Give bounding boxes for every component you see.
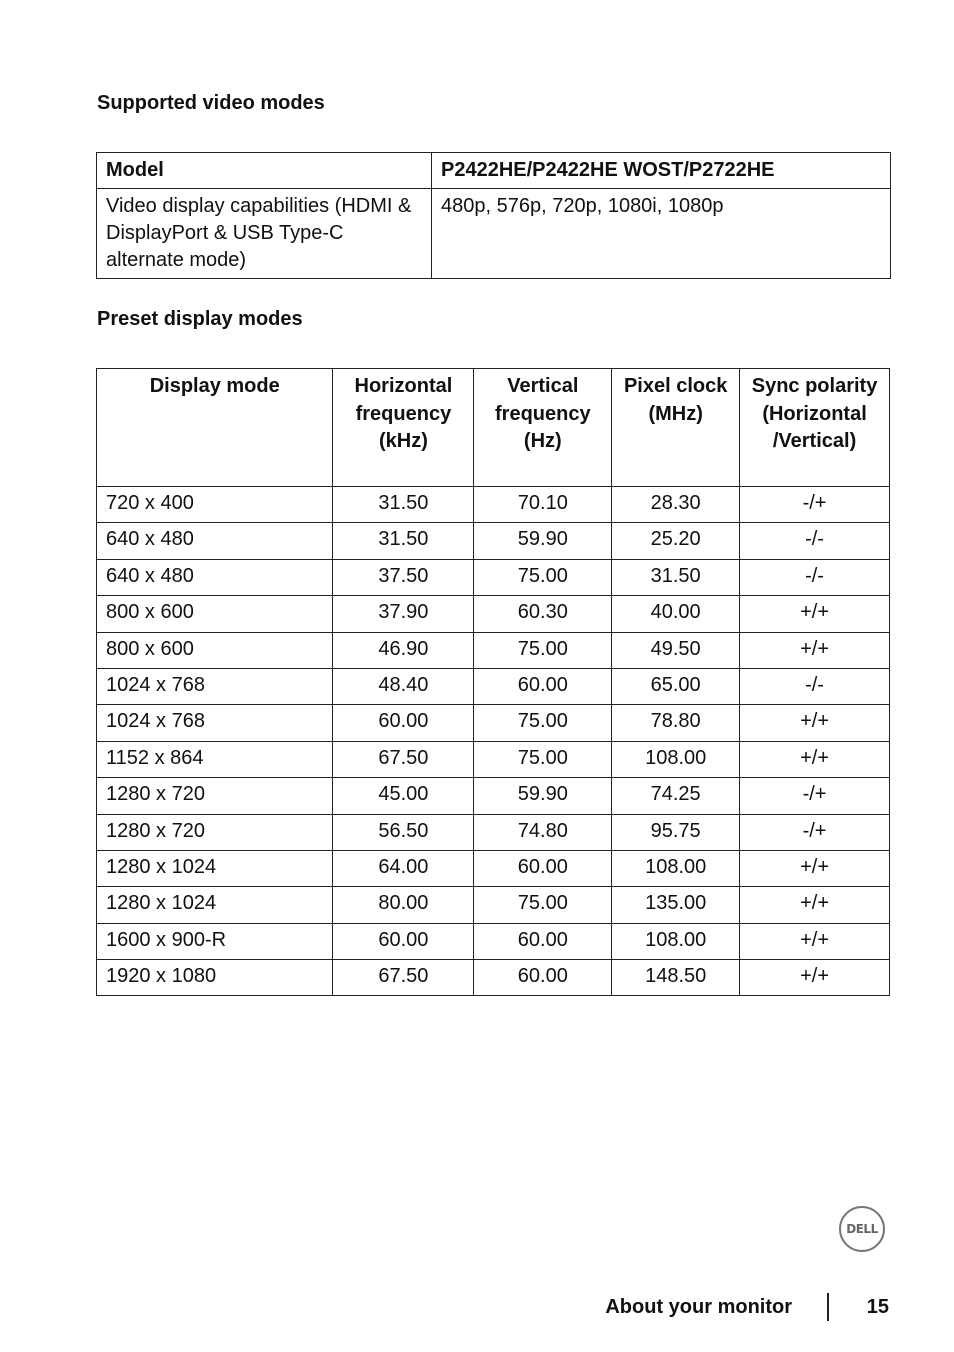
table-row: [97, 741, 890, 777]
vertical-frequency-cell: 75.00: [474, 559, 612, 595]
horizontal-frequency-cell: 60.00: [333, 923, 474, 959]
table-row: [97, 923, 890, 959]
column-header-vertical-frequency: Vertical frequency (Hz): [474, 369, 612, 487]
sync-polarity-cell: +/+: [740, 705, 890, 741]
supported-video-modes-heading: Supported video modes: [97, 92, 325, 114]
table-row: [97, 668, 890, 704]
display-mode-cell: 1920 x 1080: [97, 960, 333, 996]
video-capabilities-value: 480p, 576p, 720p, 1080i, 1080p: [432, 189, 891, 279]
sync-polarity-cell: +/+: [740, 887, 890, 923]
pixel-clock-cell: 49.50: [612, 632, 740, 668]
pixel-clock-cell: 108.00: [612, 741, 740, 777]
supported-video-modes-table: [96, 152, 891, 279]
table-row: [97, 814, 890, 850]
display-mode-cell: 1280 x 720: [97, 814, 333, 850]
horizontal-frequency-cell: 31.50: [333, 523, 474, 559]
sync-polarity-cell: -/-: [740, 559, 890, 595]
vertical-frequency-cell: 60.30: [474, 596, 612, 632]
model-value-header: P2422HE/P2422HE WOST/P2722HE: [432, 153, 891, 189]
horizontal-frequency-cell: 67.50: [333, 741, 474, 777]
sync-polarity-cell: -/-: [740, 668, 890, 704]
vertical-frequency-cell: 60.00: [474, 960, 612, 996]
vertical-frequency-cell: 75.00: [474, 741, 612, 777]
horizontal-frequency-cell: 46.90: [333, 632, 474, 668]
table-row: [97, 487, 890, 523]
pixel-clock-cell: 148.50: [612, 960, 740, 996]
table-row: [97, 850, 890, 886]
pixel-clock-cell: 31.50: [612, 559, 740, 595]
footer-divider: [827, 1293, 829, 1321]
table-row: [97, 189, 891, 279]
sync-polarity-cell: +/+: [740, 850, 890, 886]
vertical-frequency-cell: 60.00: [474, 850, 612, 886]
dell-logo-text: DELL: [846, 1222, 878, 1236]
sync-polarity-cell: +/+: [740, 923, 890, 959]
display-mode-cell: 1280 x 1024: [97, 887, 333, 923]
table-row: [97, 596, 890, 632]
display-mode-cell: 1280 x 1024: [97, 850, 333, 886]
table-row: [97, 632, 890, 668]
preset-table-body: [97, 487, 890, 996]
pixel-clock-cell: 28.30: [612, 487, 740, 523]
display-mode-cell: 800 x 600: [97, 632, 333, 668]
pixel-clock-cell: 108.00: [612, 850, 740, 886]
table-row: [97, 778, 890, 814]
vertical-frequency-cell: 70.10: [474, 487, 612, 523]
horizontal-frequency-cell: 60.00: [333, 705, 474, 741]
pixel-clock-cell: 135.00: [612, 887, 740, 923]
footer-section-title: About your monitor: [605, 1296, 792, 1318]
sync-polarity-cell: +/+: [740, 596, 890, 632]
display-mode-cell: 640 x 480: [97, 559, 333, 595]
sync-polarity-cell: -/+: [740, 778, 890, 814]
pixel-clock-cell: 74.25: [612, 778, 740, 814]
table-row: [97, 705, 890, 741]
preset-display-modes-heading: Preset display modes: [97, 308, 303, 330]
pixel-clock-cell: 95.75: [612, 814, 740, 850]
display-mode-cell: 720 x 400: [97, 487, 333, 523]
display-mode-cell: 1280 x 720: [97, 778, 333, 814]
dell-logo: [839, 1206, 885, 1252]
display-mode-cell: 800 x 600: [97, 596, 333, 632]
pixel-clock-cell: 78.80: [612, 705, 740, 741]
display-mode-cell: 1600 x 900-R: [97, 923, 333, 959]
table-row: [97, 960, 890, 996]
vertical-frequency-cell: 60.00: [474, 668, 612, 704]
display-mode-cell: 1024 x 768: [97, 668, 333, 704]
vertical-frequency-cell: 59.90: [474, 523, 612, 559]
sync-polarity-cell: +/+: [740, 632, 890, 668]
horizontal-frequency-cell: 31.50: [333, 487, 474, 523]
vertical-frequency-cell: 60.00: [474, 923, 612, 959]
display-mode-cell: 1024 x 768: [97, 705, 333, 741]
table-header-row: [97, 369, 890, 487]
preset-display-modes-table: [96, 368, 890, 996]
vertical-frequency-cell: 75.00: [474, 632, 612, 668]
sync-polarity-cell: -/+: [740, 814, 890, 850]
column-header-display-mode: Display mode: [97, 369, 333, 487]
sync-polarity-cell: -/+: [740, 487, 890, 523]
pixel-clock-cell: 40.00: [612, 596, 740, 632]
horizontal-frequency-cell: 67.50: [333, 960, 474, 996]
pixel-clock-cell: 25.20: [612, 523, 740, 559]
table-row: [97, 887, 890, 923]
display-mode-cell: 640 x 480: [97, 523, 333, 559]
vertical-frequency-cell: 75.00: [474, 887, 612, 923]
column-header-pixel-clock: Pixel clock (MHz): [612, 369, 740, 487]
horizontal-frequency-cell: 48.40: [333, 668, 474, 704]
video-capabilities-label: Video display capabilities (HDMI & DisplayPort & USB Type-C alternate mode): [97, 189, 432, 279]
display-mode-cell: 1152 x 864: [97, 741, 333, 777]
sync-polarity-cell: -/-: [740, 523, 890, 559]
column-header-horizontal-frequency: Horizontal frequency (kHz): [333, 369, 474, 487]
pixel-clock-cell: 108.00: [612, 923, 740, 959]
page-number: 15: [866, 1296, 889, 1318]
horizontal-frequency-cell: 56.50: [333, 814, 474, 850]
pixel-clock-cell: 65.00: [612, 668, 740, 704]
vertical-frequency-cell: 75.00: [474, 705, 612, 741]
vertical-frequency-cell: 59.90: [474, 778, 612, 814]
horizontal-frequency-cell: 80.00: [333, 887, 474, 923]
vertical-frequency-cell: 74.80: [474, 814, 612, 850]
table-row: [97, 559, 890, 595]
sync-polarity-cell: +/+: [740, 741, 890, 777]
horizontal-frequency-cell: 37.90: [333, 596, 474, 632]
sync-polarity-cell: +/+: [740, 960, 890, 996]
table-row: [97, 523, 890, 559]
horizontal-frequency-cell: 45.00: [333, 778, 474, 814]
table-header-row: [97, 153, 891, 189]
horizontal-frequency-cell: 37.50: [333, 559, 474, 595]
model-header: Model: [97, 153, 432, 189]
column-header-sync-polarity: Sync polarity (Horizontal /Vertical): [740, 369, 890, 487]
horizontal-frequency-cell: 64.00: [333, 850, 474, 886]
